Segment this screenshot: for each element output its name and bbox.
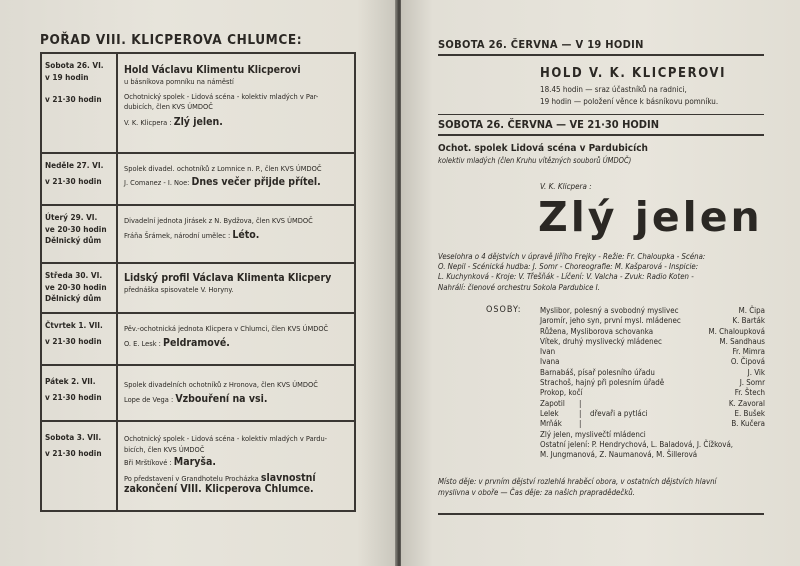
schedule-table	[40, 52, 356, 512]
schedule-date: Čtvrtek 1. VII. v 21·30 hodin	[45, 320, 103, 346]
schedule-row	[42, 204, 354, 262]
rule-divider	[438, 114, 764, 115]
schedule-date: Neděle 27. VI. v 21·30 hodin	[45, 160, 104, 186]
cast-line: Jaromír, jeho syn, první mysl. mládenec K. Barták	[540, 316, 765, 326]
schedule-row	[42, 364, 354, 420]
hold-line: 19 hodin — položení věnce k básníkovu pomníku.	[540, 97, 719, 106]
heading-performance: SOBOTA 26. ČERVNA — VE 21·30 HODIN	[438, 118, 659, 131]
schedule-row	[42, 420, 354, 510]
schedule-row	[42, 54, 354, 152]
cast-line: Růžena, Mysliborova schovanka M. Chaloupková	[540, 326, 765, 336]
schedule-row	[42, 152, 354, 204]
place-and-time: Místo děje: v prvním dějství rozlehlá hraběcí obora, v ostatních dějstvích hlavní myslivna v oboře — Čas děje: za našich prapradědečků.	[438, 477, 717, 497]
rule-divider	[438, 134, 764, 136]
cast-line: Ivana O. Čipová	[540, 357, 765, 367]
credits: Veselohra o 4 dějstvích v úpravě Jiřího Frejky - Režie: Fr. Chaloupka - Scéna: O. Nepil - Scénická hudba: J. Somr - Choreografie: M. Kašparová - Inspicie: L. Kuchynková - Kroje: V. Třešňák - Líčení: V. Valcha - Zvuk: Radio Koten - Nahrálí: členové orchestru Sokola Pardubice I.	[438, 252, 706, 292]
cast-label: OSOBY:	[486, 305, 522, 315]
schedule-date: Pátek 2. VII. v 21·30 hodin	[45, 376, 102, 402]
schedule-date: Sobota 26. VI. v 19 hodin v 21·30 hodin	[45, 60, 104, 104]
cast-line: Vítek, druhý myslivecký mládenec M. Sandhaus	[540, 336, 765, 346]
cast-line: Myslibor, polesný a svobodný myslivec M. Čipa	[540, 306, 765, 315]
cast-line: Ivan Fr. Mimra	[540, 347, 765, 357]
cast-line: Lelek | dřevaři a pytláci E. Bušek	[540, 408, 765, 418]
schedule-date: Úterý 29. VI. ve 20·30 hodin Dělnický dům	[45, 212, 107, 245]
cast-line: Zapotil | K. Zavoral	[540, 398, 765, 408]
cast-line: Prokop, kočí Fr. Štech	[540, 388, 765, 398]
company-name: Ochot. spolek Lidová scéna v Pardubicích	[438, 143, 648, 154]
cast-line: Mrňák | B. Kučera	[540, 419, 765, 429]
cast-line: Zlý jelen, myslivečtí mládenci	[540, 429, 646, 439]
schedule-program: Spolek divadelních ochotníků z Hronova, člen KVS ÚMDOČ Lope de Vega : Vzbouření na vsi.	[124, 380, 318, 405]
schedule-program: Hold Václavu Klimentu Klicperovi u básníkova pomníku na náměstí Ochotnický spolek - Lidová scéna - kolektiv mladých v Par- dubicích, člen KVS ÚMDOČ V. K. Klicpera : Zlý jelen.	[124, 64, 319, 128]
heading-hold: SOBOTA 26. ČERVNA — V 19 HODIN	[438, 38, 644, 51]
schedule-program: Pěv.-ochotnická jednota Klicpera v Chlumci, člen KVS ÚMDOČ O. E. Lesk : Peldramové.	[124, 324, 329, 349]
play-title: Zlý jelen	[538, 193, 763, 241]
rule-divider	[438, 54, 764, 56]
left-page	[0, 0, 397, 566]
cast-line: Strachoš, hajný při polesním úřadě J. Somr	[540, 378, 765, 388]
schedule-program: Lidský profil Václava Klimenta Klicpery přednáška spisovatele V. Horyny.	[124, 272, 332, 294]
cast-line: Ostatní jelení: P. Hendrychová, L. Baladová, J. Čížková,	[540, 439, 734, 449]
rule-divider	[438, 513, 764, 515]
schedule-program: Divadelní jednota Jirásek z N. Bydžova, člen KVS ÚMDOČ Fráňa Šrámek, národní umělec : Léto.	[124, 216, 313, 241]
schedule-row	[42, 262, 354, 312]
company-collective: kolektiv mladých (člen Kruhu vítězných souborů ÚMDOČ)	[438, 156, 632, 165]
schedule-program: Spolek divadel. ochotníků z Lomnice n. P., člen KVS ÚMDOČ J. Comanez - I. Noe: Dnes večer přijde přítel.	[124, 164, 322, 188]
hold-line: 18.45 hodin — sraz účastníků na radnici,	[540, 85, 687, 94]
cast-line: M. Jungmanová, Z. Naumanová, M. Šillerová	[540, 450, 698, 460]
hold-title: HOLD V. K. KLICPEROVI	[540, 66, 727, 81]
cast-list	[540, 306, 765, 460]
schedule-program: Ochotnický spolek - Lidová scéna - kolektiv mladých v Pardu- bicích, člen KVS ÚMDOČ Bři Mrštíkové : Maryša. Po představení v Grandhotelu Procházka slavnostní zakončení VIII. Klicperova Chlumce.	[124, 434, 328, 495]
schedule-row	[42, 312, 354, 364]
schedule-date: Středa 30. VI. ve 20·30 hodin Dělnický dům	[45, 270, 107, 303]
schedule-date: Sobota 3. VII. v 21·30 hodin	[45, 432, 102, 458]
play-author: V. K. Klicpera :	[540, 182, 592, 191]
program-title: POŘAD VIII. KLICPEROVA CHLUMCE:	[40, 32, 303, 48]
cast-line: Barnabáš, písař polesního úřadu J. Vik	[540, 367, 765, 377]
